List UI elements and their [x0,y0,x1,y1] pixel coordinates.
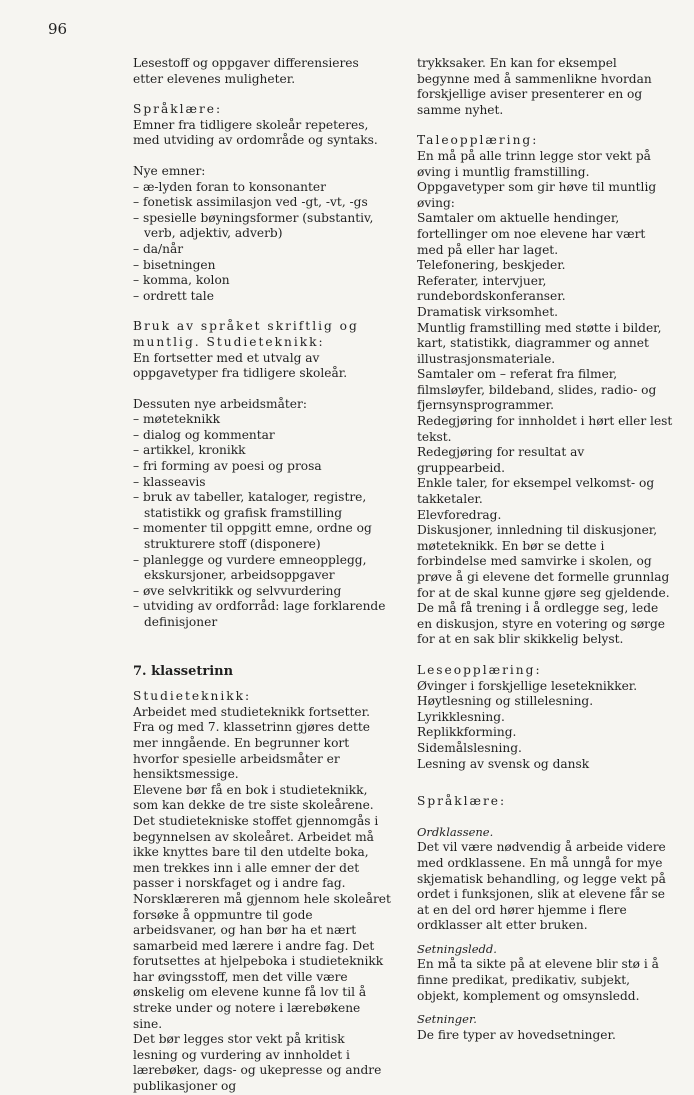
list-item: – utviding av ordforråd: lage forklarende definisjoner [133,599,391,630]
bruk-text: En fortsetter med et utvalg av oppgavetyper fra tidligere skoleår. [133,350,348,381]
list-item: – planlegge og vurdere emneopplegg, ekskursjoner, arbeidsoppgaver [133,553,391,584]
list-item: – komma, kolon [133,273,391,289]
studie-paragraph: Elevene bør få en bok i studieteknikk, som kan dekke de tre siste skoleårene. [133,782,374,813]
ordklassene-heading: Ordklassene. [417,824,494,839]
arbeid-list [133,412,391,630]
tale-paragraph: Redegjøring for resultat av gruppearbeid. [417,445,585,475]
list-item: – øve selvkritikk og selvvurdering [133,584,391,600]
tale-paragraph: Enkle taler, for eksempel velkomst- og takketaler. [417,476,655,507]
lese-heading: Leseopplæring: [417,662,542,677]
list-item: – spesielle bøyningsformer (substantiv, verb, adjektiv, adverb) [133,211,391,242]
setningsledd-section [417,942,673,1004]
tale-paragraph: Diskusjoner, innledning til diskusjoner, møteteknikk. En bør se dette i forbindelse med samvirke i skolen, og prøve å gi elevene det formelle grunnlag for at de skal kunne gjøre seg gjeldende. De må få trening i å ordlegge seg, lede en diskusjon, styre en votering og sørge for at en sak blir skikkelig belyst. [417,523,670,647]
sprak-heading: Språklære: [133,102,223,117]
list-item: – æ-lyden foran to konsonanter [133,180,391,196]
bruk-section [133,319,391,381]
list-item: – fri forming av poesi og prosa [133,459,391,475]
list-item: – bruk av tabeller, kataloger, registre, statistikk og grafisk framstilling [133,490,391,521]
tale-paragraph: Oppgavetyper som gir høve til muntlig øving: [417,180,657,210]
tale-paragraph: Elevforedrag. [417,507,502,522]
setninger-heading: Setninger. [417,1012,477,1027]
setninger-text: De fire typer av hovedsetninger. [417,1027,616,1042]
tale-paragraph: Muntlig framstilling med støtte i bilder, kart, statistikk, diagrammer og annet illustrasjonsmateriale. [417,320,662,366]
tale-paragraph: Samtaler om aktuelle hendinger, fortellinger om noe elevene har vært med på eller har laget. [417,211,646,257]
lese-paragraph: Øvinger i forskjellige leseteknikker. [417,678,638,693]
ordklassene-section [417,825,673,934]
list-item: – bisetningen [133,258,391,274]
tale-paragraph: Telefonering, beskjeder. [417,258,566,273]
continuation-paragraph: trykksaker. En kan for eksempel begynne med å sammenlikne hvordan forskjellige aviser presenterer en og samme nyhet. [417,56,652,117]
lese-paragraph: Sidemålslesning. [417,740,522,755]
studie-paragraph: Det studietekniske stoffet gjennomgås i begynnelsen av skoleåret. Arbeidet må ikke knyttes bare til den utdelte boka, men trekkes inn i alle emner der det passer i norskfaget og i andre fag. [133,813,379,891]
tale-section [417,133,673,648]
ordklassene-text: Det vil være nødvendig å arbeide videre med ordklassene. En må unngå for mye skjematisk behandling, og legge vekt på ordet i funksjonen, slik at elevene får se at en del ord hører hjemme i flere ordklasser alt etter bruken. [417,840,666,933]
studie-section [133,689,391,1094]
page-number: 96 [48,20,68,38]
studie-paragraph: Arbeidet med studieteknikk fortsetter. [133,704,370,719]
studie-paragraph: Det bør legges stor vekt på kritisk lesning og vurdering av innholdet i lærebøker, dags- og ukepresse og andre publikasjoner og [133,1032,382,1094]
sprak-section [133,102,391,149]
list-item: – dialog og kommentar [133,428,391,444]
tale-heading: Taleopplæring: [417,133,539,148]
tale-paragraph: Referater, intervjuer, rundebordskonferanser. [417,273,566,304]
nye-emner-heading: Nye emner: [133,163,206,178]
setningsledd-text: En må ta sikte på at elevene blir stø i å finne predikat, predikativ, subjekt, objekt, komplement og omsynsledd. [417,957,659,1003]
nye-emner-list [133,180,391,305]
arbeid-heading: Dessuten nye arbeidsmåter: [133,396,307,411]
right-column [417,56,673,1043]
lese-section [417,663,673,772]
lese-paragraph: Replikkforming. [417,725,517,740]
list-item: – artikkel, kronikk [133,443,391,459]
tale-paragraph: Redegjøring for innholdet i hørt eller lest tekst. [417,414,673,444]
tale-paragraph: Dramatisk virksomhet. [417,304,558,319]
nye-emner-section [133,164,391,304]
setningsledd-heading: Setningsledd. [417,941,497,956]
left-column [133,56,391,1095]
setninger-section [417,1012,673,1043]
list-item: – ordrett tale [133,289,391,305]
intro-paragraph: Lesestoff og oppgaver differensieres etter elevenes muligheter. [133,56,359,86]
studie-heading: Studieteknikk: [133,689,252,704]
bruk-heading: Bruk av språket skriftlig og muntlig. Studieteknikk: [133,319,359,349]
sprak-text: Emner fra tidligere skoleår repeteres, med utviding av ordområde og syntaks. [133,117,378,148]
lese-paragraph: Lesning av svensk og dansk [417,756,590,771]
list-item: – momenter til oppgitt emne, ordne og strukturere stoff (disponere) [133,521,391,552]
list-item: – da/når [133,242,391,258]
tale-paragraph: En må på alle trinn legge stor vekt på øving i muntlig framstilling. [417,148,651,179]
list-item: – fonetisk assimilasjon ved -gt, -vt, -gs [133,195,391,211]
lese-paragraph: Høytlesning og stillelesning. [417,694,594,709]
lese-paragraph: Lyrikklesning. [417,709,505,724]
tale-paragraph: Samtaler om – referat fra filmer, filmsløyfer, bildeband, slides, radio- og fjernsynsprogrammer. [417,367,657,413]
list-item: – klasseavis [133,475,391,491]
studie-paragraph: Norsklæreren må gjennom hele skoleåret forsøke å oppmuntre til gode arbeidsvaner, og han bør ha et nært samarbeid med lærere i andre fag. Det forutsettes at hjelpeboka i studieteknikk har øvingsstoff, men det ville være ønskelig om elevene kunne få lov til å streke under og notere i lærebøkene sine. [133,891,391,1031]
arbeid-section [133,397,391,631]
chapter-title: 7. klassetrinn [133,663,234,679]
studie-paragraph: Fra og med 7. klassetrinn gjøres dette mer inngående. En begrunner kort hvorfor spesielle arbeidsmåter er hensiktsmessige. [133,720,370,782]
sprak-heading-right: Språklære: [417,794,507,809]
list-item: – møteteknikk [133,412,391,428]
